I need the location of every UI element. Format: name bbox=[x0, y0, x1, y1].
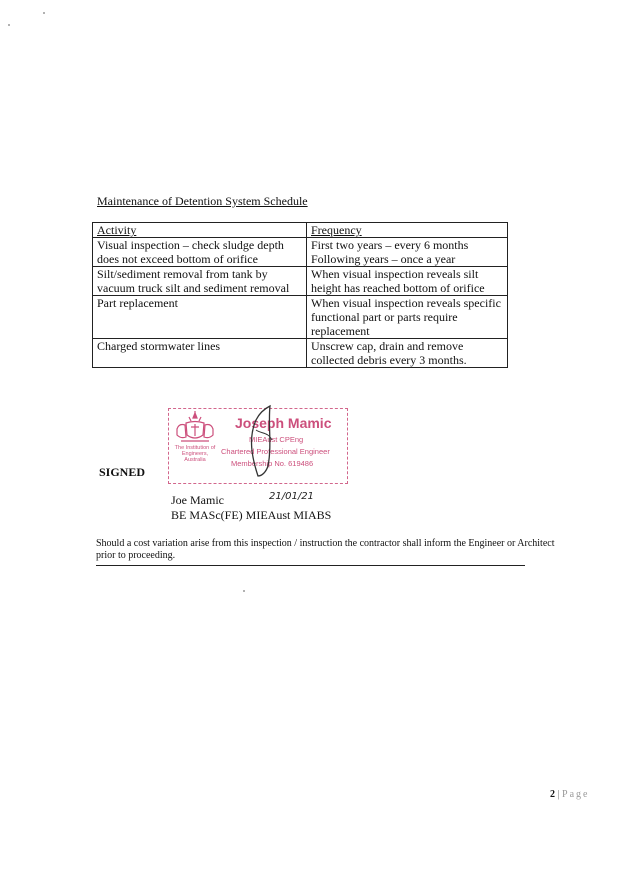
stamp-membership: Membership No. 619486 bbox=[231, 459, 314, 468]
stamp-title: Chartered Professional Engineer bbox=[221, 447, 330, 456]
stamp-name: Joseph Mamic bbox=[235, 415, 332, 431]
page-label: Page bbox=[562, 789, 590, 800]
signatory-name: Joe Mamic bbox=[171, 493, 224, 507]
frequency-line: First two years – every 6 months bbox=[311, 238, 469, 252]
frequency-cell bbox=[307, 238, 508, 267]
stamp-designation: MIEAust CPEng bbox=[249, 435, 304, 444]
table-row bbox=[93, 267, 508, 296]
scan-speck bbox=[8, 24, 10, 26]
scan-speck bbox=[43, 12, 45, 14]
frequency-cell: When visual inspection reveals specific functional part or parts require replacement bbox=[307, 296, 508, 339]
page-number-value: 2 bbox=[550, 789, 555, 800]
maintenance-schedule-table bbox=[92, 222, 508, 368]
frequency-line: Following years – once a year bbox=[311, 252, 456, 266]
activity-cell: Part replacement bbox=[93, 296, 307, 339]
page-separator: | bbox=[557, 789, 560, 800]
table-header-row bbox=[93, 223, 508, 238]
activity-cell: Silt/sediment removal from tank by vacuum truck silt and sediment removal bbox=[93, 267, 307, 296]
signature-mark-icon bbox=[238, 400, 288, 480]
header-activity: Activity bbox=[93, 223, 307, 238]
table-row bbox=[93, 238, 508, 267]
divider bbox=[96, 565, 525, 566]
signed-label: SIGNED bbox=[99, 465, 146, 479]
frequency-cell: When visual inspection reveals silt height has reached bottom of orifice bbox=[307, 267, 508, 296]
frequency-cell: Unscrew cap, drain and remove collected debris every 3 months. bbox=[307, 339, 508, 368]
crest-caption: The Institution of Engineers, Australia bbox=[174, 445, 216, 463]
scan-speck bbox=[243, 590, 245, 592]
cost-variation-note: Should a cost variation arise from this inspection / instruction the contractor shall inform the Engineer or Architect prior to proceeding. bbox=[96, 538, 555, 561]
institution-crest-icon bbox=[169, 409, 221, 449]
signature-date: 21/01/21 bbox=[269, 491, 314, 502]
activity-cell: Visual inspection – check sludge depth does not exceed bottom of orifice bbox=[93, 238, 307, 267]
page-number bbox=[550, 789, 589, 800]
signatory-qualifications: BE MASc(FE) MIEAust MIABS bbox=[171, 508, 332, 522]
schedule-heading: Maintenance of Detention System Schedule bbox=[97, 194, 308, 208]
table-row bbox=[93, 296, 508, 339]
header-frequency: Frequency bbox=[307, 223, 508, 238]
activity-cell: Charged stormwater lines bbox=[93, 339, 307, 368]
table-row bbox=[93, 339, 508, 368]
